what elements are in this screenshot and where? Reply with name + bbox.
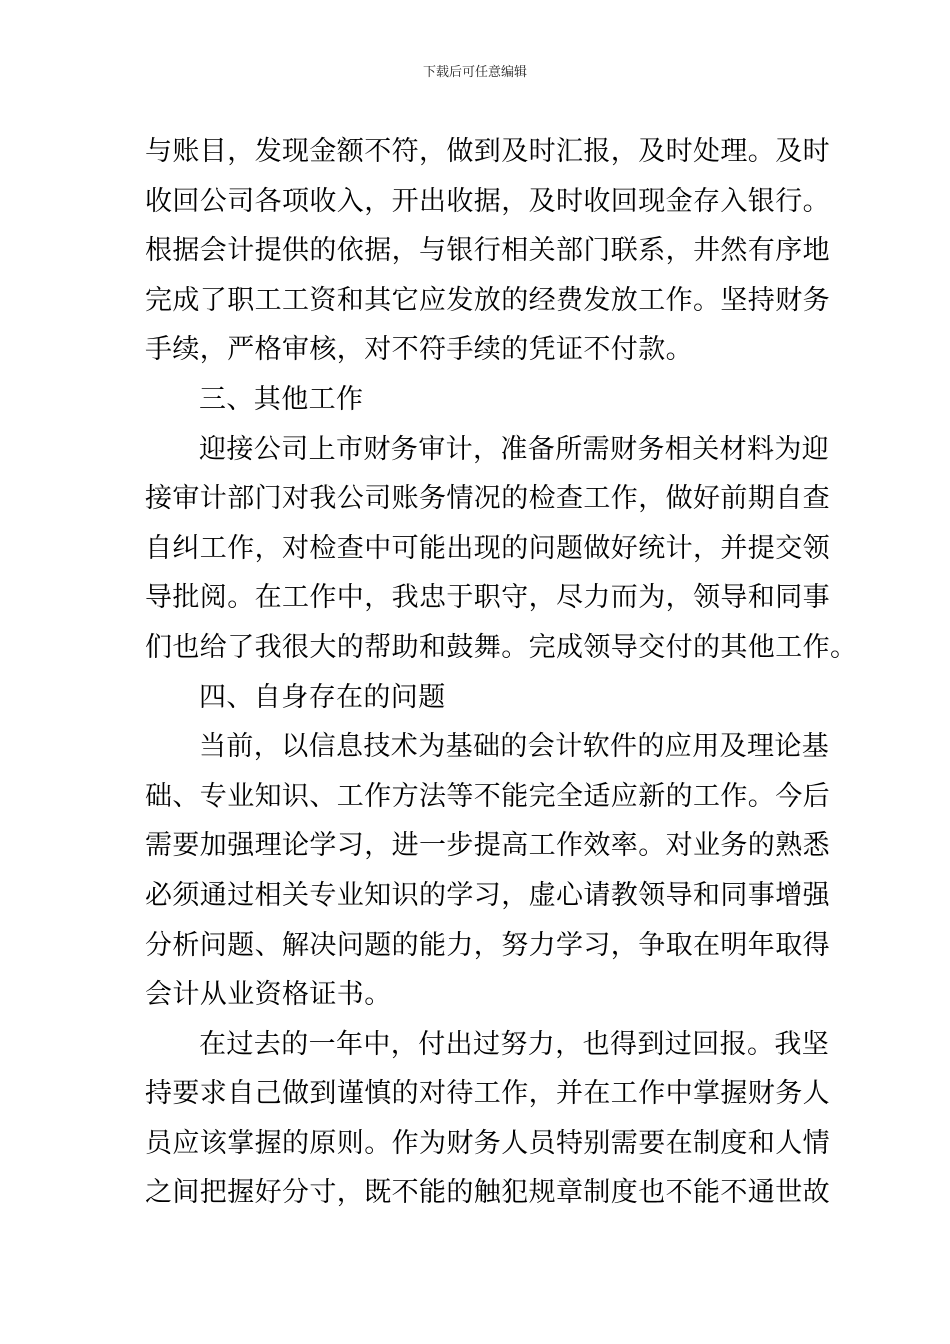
text-line: 完成了职工工资和其它应发放的经费发放工作。坚持财务	[145, 284, 830, 316]
text-line: 收回公司各项收入，开出收据，及时收回现金存入银行。	[145, 185, 830, 217]
text-line: 们也给了我很大的帮助和鼓舞。完成领导交付的其他工作。	[145, 631, 858, 663]
text-line: 会计从业资格证书。	[145, 979, 392, 1011]
text-line: 在过去的一年中，付出过努力，也得到过回报。我坚	[199, 1028, 830, 1060]
text-line: 接审计部门对我公司账务情况的检查工作，做好前期自查	[145, 483, 830, 515]
text-line: 持要求自己做到谨慎的对待工作，并在工作中掌握财务人	[145, 1078, 830, 1110]
text-line: 根据会计提供的依据，与银行相关部门联系，井然有序地	[145, 235, 830, 267]
page-header: 下载后可任意编辑	[422, 65, 527, 80]
text-line: 分析问题、解决问题的能力，努力学习，争取在明年取得	[145, 929, 830, 961]
text-line: 员应该掌握的原则。作为财务人员特别需要在制度和人情	[145, 1127, 830, 1159]
text-line: 手续，严格审核，对不符手续的凭证不付款。	[145, 334, 693, 366]
text-line: 四、自身存在的问题	[199, 681, 446, 713]
text-line: 与账目，发现金额不符，做到及时汇报，及时处理。及时	[145, 136, 830, 167]
text-line: 导批阅。在工作中，我忠于职守，尽力而为，领导和同事	[145, 582, 830, 614]
document-body	[145, 127, 858, 1218]
text-line: 础、专业知识、工作方法等不能完全适应新的工作。今后	[145, 780, 830, 812]
text-line: 当前，以信息技术为基础的会计软件的应用及理论基	[199, 731, 830, 763]
text-line: 必须通过相关专业知识的学习，虚心请教领导和同事增强	[145, 879, 830, 911]
text-line: 迎接公司上市财务审计，准备所需财务相关材料为迎	[199, 433, 830, 465]
text-line: 需要加强理论学习，进一步提高工作效率。对业务的熟悉	[145, 830, 830, 862]
text-line: 自纠工作，对检查中可能出现的问题做好统计，并提交领	[145, 532, 830, 564]
text-line: 三、其他工作	[199, 383, 364, 415]
text-line: 之间把握好分寸，既不能的触犯规章制度也不能不通世故	[145, 1177, 830, 1209]
